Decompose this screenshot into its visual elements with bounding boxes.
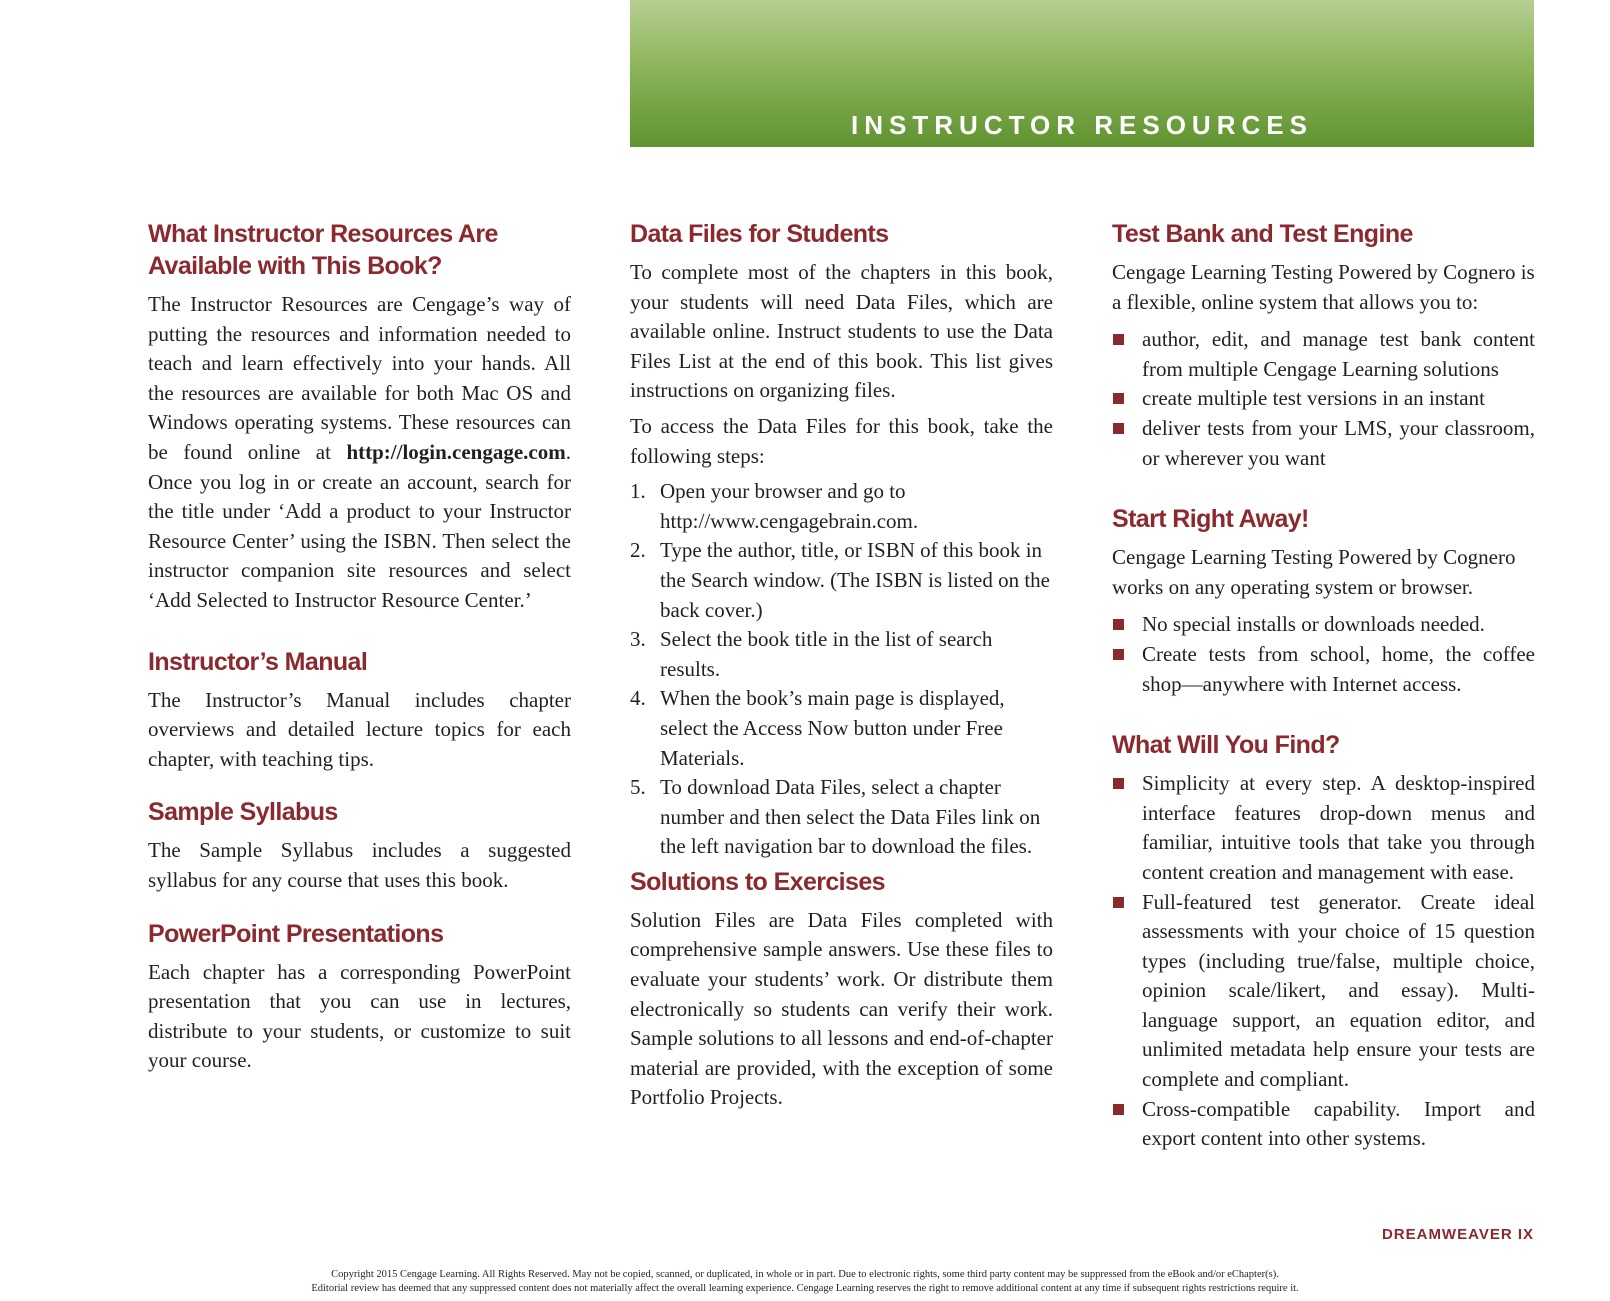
section-title: INSTRUCTOR RESOURCES (851, 110, 1313, 140)
column-left (148, 218, 571, 1076)
paragraph-text-part2: . Once you log in or create an account, search for the title under ‘Add a product to your Instructor Resource Center’ using the ISBN. Then select the instructor companion site resources and select ‘Add Selected to Instructor Resource Center.’ (148, 439, 571, 612)
list-item: Create tests from school, home, the coffee shop—anywhere with Internet access. (1112, 640, 1535, 699)
list-item: 4. When the book’s main page is displayed, select the Access Now button under Free Materials. (630, 686, 1005, 770)
start-bullets (1112, 610, 1535, 699)
square-bullet-icon (1113, 334, 1124, 345)
list-item: 3. Select the book title in the list of search results. (630, 627, 993, 681)
page-folio: DREAMWEAVER IX (1381, 1226, 1534, 1243)
square-bullet-icon (1113, 778, 1124, 789)
list-item: Simplicity at every step. A desktop-inspired interface features drop-down menus and familiar, intuitive tools that take you through content creation and management with ease. (1112, 769, 1535, 887)
paragraph-text-part1: The Instructor Resources are Cengage’s way of putting the resources and information needed to teach and learn effectively into your hands. All the resources are available for both Mac OS and Windows operating systems. These resources can be found online at (148, 292, 571, 464)
list-item: author, edit, and manage test bank content from multiple Cengage Learning solutions (1112, 325, 1535, 384)
heading-instructor-resources: What Instructor Resources Are Available with This Book? (148, 220, 498, 280)
paragraph-instructors-manual: The Instructor’s Manual includes chapter overviews and detailed lecture topics for each chapter, with teaching tips. (148, 687, 571, 771)
heading-sample-syllabus: Sample Syllabus (148, 798, 338, 827)
paragraph-solutions: Solution Files are Data Files completed with comprehensive sample answers. Use these files to evaluate your students’ work. Or distribute them electronically so students can verify their work. Sample solutions to all lessons and end-of-chapter material are provided, with the exception of some Portfolio Projects. (630, 907, 1053, 1110)
list-item: 2. Type the author, title, or ISBN of this book in the Search window. (The ISBN is listed on the back cover.) (630, 538, 1050, 622)
paragraph-instructor-resources (148, 290, 571, 616)
paragraph-sample-syllabus: The Sample Syllabus includes a suggested syllabus for any course that uses this book. (148, 838, 571, 892)
paragraph-test-bank: Cengage Learning Testing Powered by Cognero is a flexible, online system that allows you to: (1112, 260, 1535, 314)
paragraph-data-files: To complete most of the chapters in this book, your students will need Data Files, which are available online. Instruct students to use the Data Files List at the end of this book. This list gives instructions on organizing files. (630, 260, 1053, 403)
column-middle (630, 218, 1053, 1113)
test-bank-bullets (1112, 325, 1535, 473)
login-url-link[interactable]: http://login.cengage.com (346, 439, 566, 464)
list-item: Full-featured test generator. Create ideal assessments with your choice of 15 question types (including true/false, multiple choice, opinion scale/likert, and essay). Multi-language support, an equation editor, and unlimited metadata help ensure your tests are complete and compliant. (1112, 888, 1535, 1095)
heading-data-files: Data Files for Students (630, 220, 889, 248)
paragraph-access-steps-intro: To access the Data Files for this book, take the following steps: (630, 413, 1053, 468)
square-bullet-icon (1113, 393, 1124, 404)
heading-what-will-you-find: What Will You Find? (1112, 731, 1340, 760)
paragraph-start-right-away: Cengage Learning Testing Powered by Cognero works on any operating system or browser. (1112, 545, 1516, 599)
square-bullet-icon (1113, 619, 1124, 630)
section-banner (630, 0, 1534, 147)
heading-solutions: Solutions to Exercises (630, 867, 885, 896)
list-item: Cross-compatible capability. Import and export content into other systems. (1112, 1095, 1535, 1154)
heading-test-bank: Test Bank and Test Engine (1112, 220, 1413, 248)
list-item: 1. Open your browser and go to http://www.cengagebrain.com. (630, 479, 919, 533)
list-item: create multiple test versions in an instant (1112, 384, 1535, 414)
heading-start-right-away: Start Right Away! (1112, 505, 1309, 534)
features-bullets (1112, 769, 1535, 1154)
column-right (1112, 218, 1535, 1154)
copyright-notice (0, 1268, 1610, 1296)
paragraph-powerpoint: Each chapter has a corresponding PowerPoint presentation that you can use in lectures, distribute to your students, or customize to suit your course. (148, 959, 571, 1073)
list-item: deliver tests from your LMS, your classroom, or wherever you want (1112, 414, 1535, 473)
square-bullet-icon (1113, 649, 1124, 660)
steps-list (630, 477, 1053, 862)
square-bullet-icon (1113, 423, 1124, 434)
list-item: No special installs or downloads needed. (1112, 610, 1535, 640)
square-bullet-icon (1113, 897, 1124, 908)
square-bullet-icon (1113, 1104, 1124, 1115)
heading-instructors-manual: Instructor’s Manual (148, 647, 368, 676)
list-item: 5. To download Data Files, select a chapter number and then select the Data Files link on the left navigation bar to download the files. (630, 775, 1041, 859)
heading-powerpoint: PowerPoint Presentations (148, 919, 444, 948)
copyright-line-2: Editorial review has deemed that any suppressed content does not materially affect the overall learning experience. Cengage Learning reserves the right to remove additional content at any time if subsequent rights restrictions require it. (311, 1283, 1299, 1294)
copyright-line-1: Copyright 2015 Cengage Learning. All Rights Reserved. May not be copied, scanned, or duplicated, in whole or in part. Due to electronic rights, some third party content may be suppressed from the eBook and/or eChapter(s). (331, 1269, 1279, 1280)
